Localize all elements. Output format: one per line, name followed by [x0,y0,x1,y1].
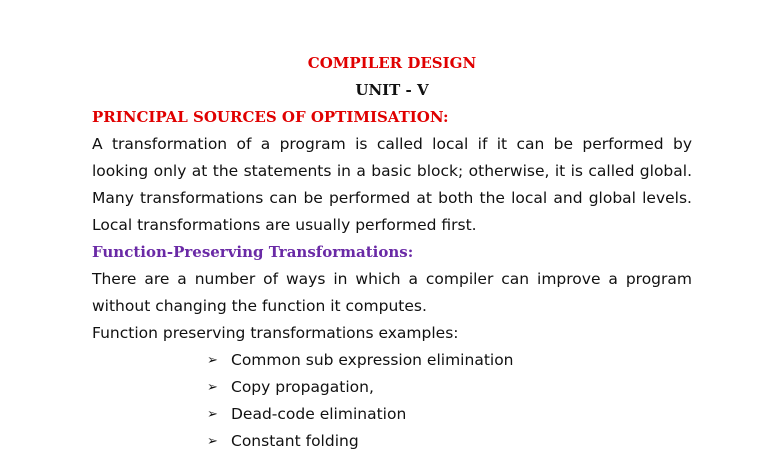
examples-label: Function preserving transformations examples: [92,324,459,342]
unit-heading: UNIT - V [355,81,429,99]
examples-list [207,347,514,455]
list-item [207,347,514,374]
arrow-bullet-icon: ➢ [207,353,218,368]
list-item [207,374,514,401]
document-title: COMPILER DESIGN [307,54,477,72]
list-item-text: Copy propagation, [231,378,374,396]
list-item-text: Dead-code elimination [231,405,407,423]
arrow-bullet-icon: ➢ [207,380,218,395]
paragraph-local-global: A transformation of a program is called local if it can be performed by looking only at the statements in a basic block; otherwise, it is called global. Many transformations can be performed at both the local and global levels. Local transformations are usually performed first. [92,135,692,234]
list-item-text: Constant folding [231,432,359,450]
list-item-text: Common sub expression elimination [231,351,514,369]
section-heading: PRINCIPAL SOURCES OF OPTIMISATION: [92,108,449,126]
list-item [207,401,514,428]
paragraph-compiler-improve: There are a number of ways in which a compiler can improve a program without changing the function it computes. [92,270,692,315]
list-item [207,428,514,455]
arrow-bullet-icon: ➢ [207,407,218,422]
sub-heading-function-preserving: Function-Preserving Transformations: [92,243,414,261]
arrow-bullet-icon: ➢ [207,434,218,449]
